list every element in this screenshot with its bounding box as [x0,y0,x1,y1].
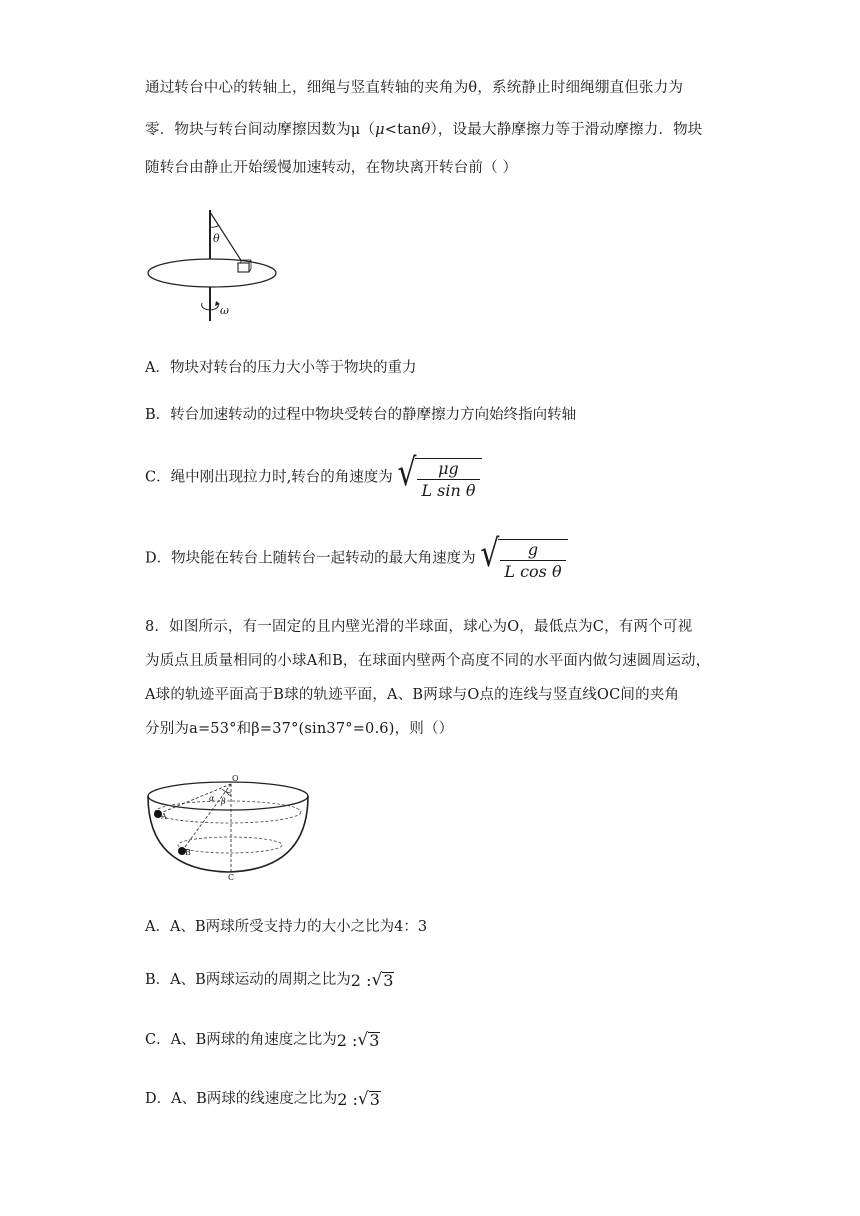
q7-option-d [145,533,568,581]
radicand: 3 [369,1089,380,1109]
q8-stem-line-2: 为质点且质量相同的小球A和B，在球面内壁两个高度不同的水平面内做匀速圆周运动， [145,653,711,669]
fig-label-beta: β [221,797,226,806]
radical-sign: √ [357,1030,369,1050]
turntable-diagram [140,205,290,325]
q7-option-d-formula [480,533,567,581]
q8-option-c-ratio [337,1030,381,1050]
fig-label-b: B [185,848,191,857]
q8-option-c-text: C．A、B两球的角速度之比为 [145,1032,337,1048]
hemisphere-diagram [140,770,320,885]
q8-option-b-text: B．A、B两球运动的周期之比为 [145,972,351,988]
q7-option-d-denominator: L cos θ [504,562,562,581]
q8-option-d-text: D．A、B两球的线速度之比为 [145,1091,338,1107]
q7-option-c-numerator: μg [417,459,479,480]
hemisphere-figure [140,770,320,885]
q8-option-c [145,1028,380,1050]
turntable-figure [140,205,290,325]
q8-option-b-ratio [351,970,395,990]
q8-option-d-ratio [337,1089,381,1109]
q8-option-a: A．A、B两球所受支持力的大小之比为4：3 [145,919,428,935]
q7-option-d-numerator: g [500,540,565,561]
ratio-prefix: 2 : [350,970,372,990]
fig-label-o: O [232,774,239,783]
q7-option-c-denominator: L sin θ [421,481,476,500]
q7-lt-tan: <tan [384,122,422,138]
q7-option-a: A．物块对转台的压力大小等于物块的重力 [145,360,417,376]
ratio-prefix: 2 : [336,1030,358,1050]
q8-option-d [145,1087,381,1109]
q7-mu-symbol: μ [375,122,385,138]
q7-option-c-formula [397,452,481,500]
radical-sign: √ [480,532,500,576]
q8-stem-line-3: A球的轨迹平面高于B球的轨迹平面，A、B两球与O点的连线与竖直线OC间的夹角 [145,687,680,703]
fig-label-alpha: α [209,794,215,803]
radical-sign: √ [371,970,383,990]
q7-option-c-text: C．绳中刚出现拉力时,转台的角速度为 [145,469,393,486]
q7-option-d-text: D．物块能在转台上随转台一起转动的最大角速度为 [145,550,476,567]
q7-theta-symbol: θ [421,122,431,138]
q7-option-b: B．转台加速转动的过程中物块受转台的静摩擦力方向始终指向转轴 [145,407,577,423]
radical-sign: √ [357,1089,369,1109]
q7-stem-line-2 [145,118,703,139]
q7-stem-line-2b: ），设最大静摩擦力等于滑动摩擦力．物块 [430,122,703,138]
fig-omega-label: ω [220,304,229,317]
q7-option-c [145,452,482,500]
radical-sign: √ [397,451,417,495]
fig-theta-label: θ [213,232,220,245]
q8-stem-line-4: 分别为a=53°和β=37°(sin37°=0.6)，则（） [145,721,454,737]
q7-stem-line-2a: 零．物块与转台间动摩擦因数为μ（ [145,122,376,138]
q8-option-b [145,968,394,990]
ratio-prefix: 2 : [337,1089,358,1109]
q8-stem-line-1: 8．如图所示，有一固定的且内壁光滑的半球面，球心为O，最低点为C，有两个可视 [145,619,693,635]
q7-stem-line-3: 随转台由静止开始缓慢加速转动，在物块离开转台前（ ） [145,160,518,176]
q7-stem-line-1: 通过转台中心的转轴上，细绳与竖直转轴的夹角为θ，系统静止时细绳绷直但张力为 [145,80,684,96]
radicand: 3 [383,970,394,990]
fig-label-a: A [161,812,167,821]
radicand: 3 [369,1030,380,1050]
fig-label-c: C [228,873,235,882]
